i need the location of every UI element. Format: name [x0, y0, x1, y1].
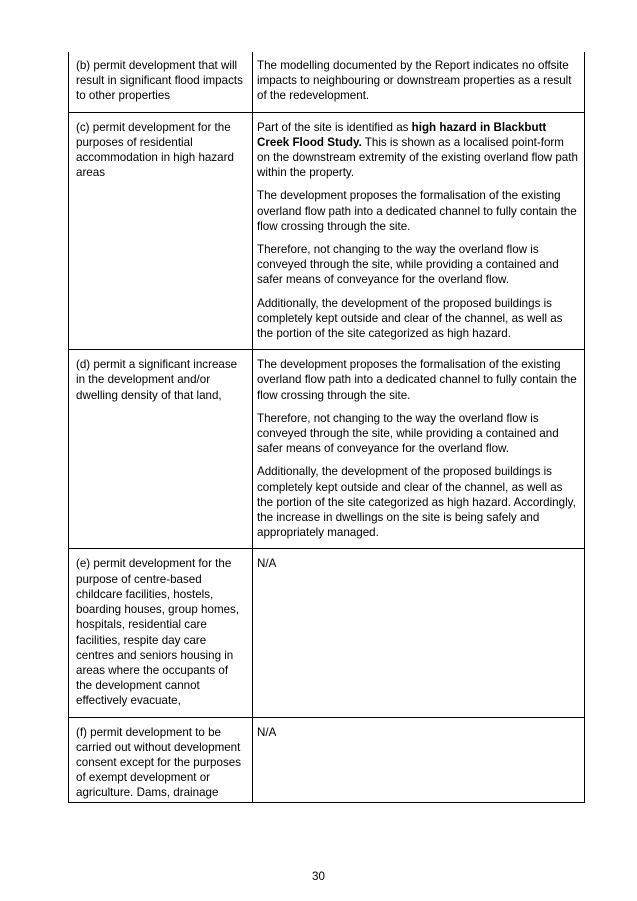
response-emphasis: high hazard in Blackbutt Creek Flood Study.: [257, 120, 547, 149]
criterion-cell: (d) permit a significant increase in the development and/or dwelling density of that land,: [69, 350, 253, 549]
table-row: [69, 717, 585, 802]
table-row: [69, 112, 585, 350]
response-text: Part of the site is identified as: [257, 120, 412, 134]
criterion-cell: (b) permit development that will result in significant flood impacts to other properties: [69, 52, 253, 112]
response-paragraph: The modelling documented by the Report indicates no offsite impacts to neighbouring or downstream properties as a result of the redevelopment.: [257, 59, 572, 103]
response-paragraph: Additionally, the development of the proposed buildings is completely kept outside and clear of the channel, as well as the portion of the site categorized as high hazard.: [257, 296, 563, 341]
page-number: 30: [312, 870, 325, 883]
response-paragraph: Additionally, the development of the proposed buildings is completely kept outside and clear of the channel, as well as the portion of the site categorized as high hazard. Accordingly, the increase in dwellings on the site is being safely and appropriately managed.: [257, 465, 576, 540]
table-row: [69, 350, 585, 549]
response-paragraph: The development proposes the formalisation of the existing overland flow path into a dedicated channel to fully contain the flow crossing through the site.: [257, 189, 577, 233]
criterion-cell: (e) permit development for the purpose of centre-based childcare facilities, hostels, boarding houses, group homes, hospitals, residential care facilities, respite day care centres and seniors housing in areas where the occupants of the development cannot effectively evacuate,: [69, 549, 253, 717]
response-paragraph: Therefore, not changing to the way the overland flow is conveyed through the site, while providing a contained and safer means of conveyance for the overland flow.: [257, 411, 559, 456]
response-cell: [253, 52, 585, 112]
response-cell: [253, 717, 585, 802]
response-paragraph: [257, 120, 578, 181]
response-paragraph: N/A: [257, 557, 277, 571]
assessment-table: [68, 52, 585, 803]
response-paragraph: Therefore, not changing to the way the overland flow is conveyed through the site, while providing a contained and safer means of conveyance for the overland flow.: [257, 243, 559, 287]
criterion-cell: (f) permit development to be carried out without development consent except for the purposes of exempt development or agriculture. Dams, drainage: [69, 717, 253, 802]
table-row: [69, 52, 585, 112]
criterion-cell: (c) permit development for the purposes of residential accommodation in high hazard areas: [69, 112, 253, 350]
response-cell: [253, 112, 585, 350]
response-paragraph: N/A: [257, 725, 277, 739]
table-row: [69, 549, 585, 717]
response-text: This is shown as a localised point-form on the downstream extremity of the existing overland flow path within the property.: [257, 135, 578, 180]
response-cell: [253, 549, 585, 717]
response-cell: [253, 350, 585, 549]
response-paragraph: The development proposes the formalisation of the existing overland flow path into a dedicated channel to fully contain the flow crossing through the site.: [257, 358, 577, 402]
